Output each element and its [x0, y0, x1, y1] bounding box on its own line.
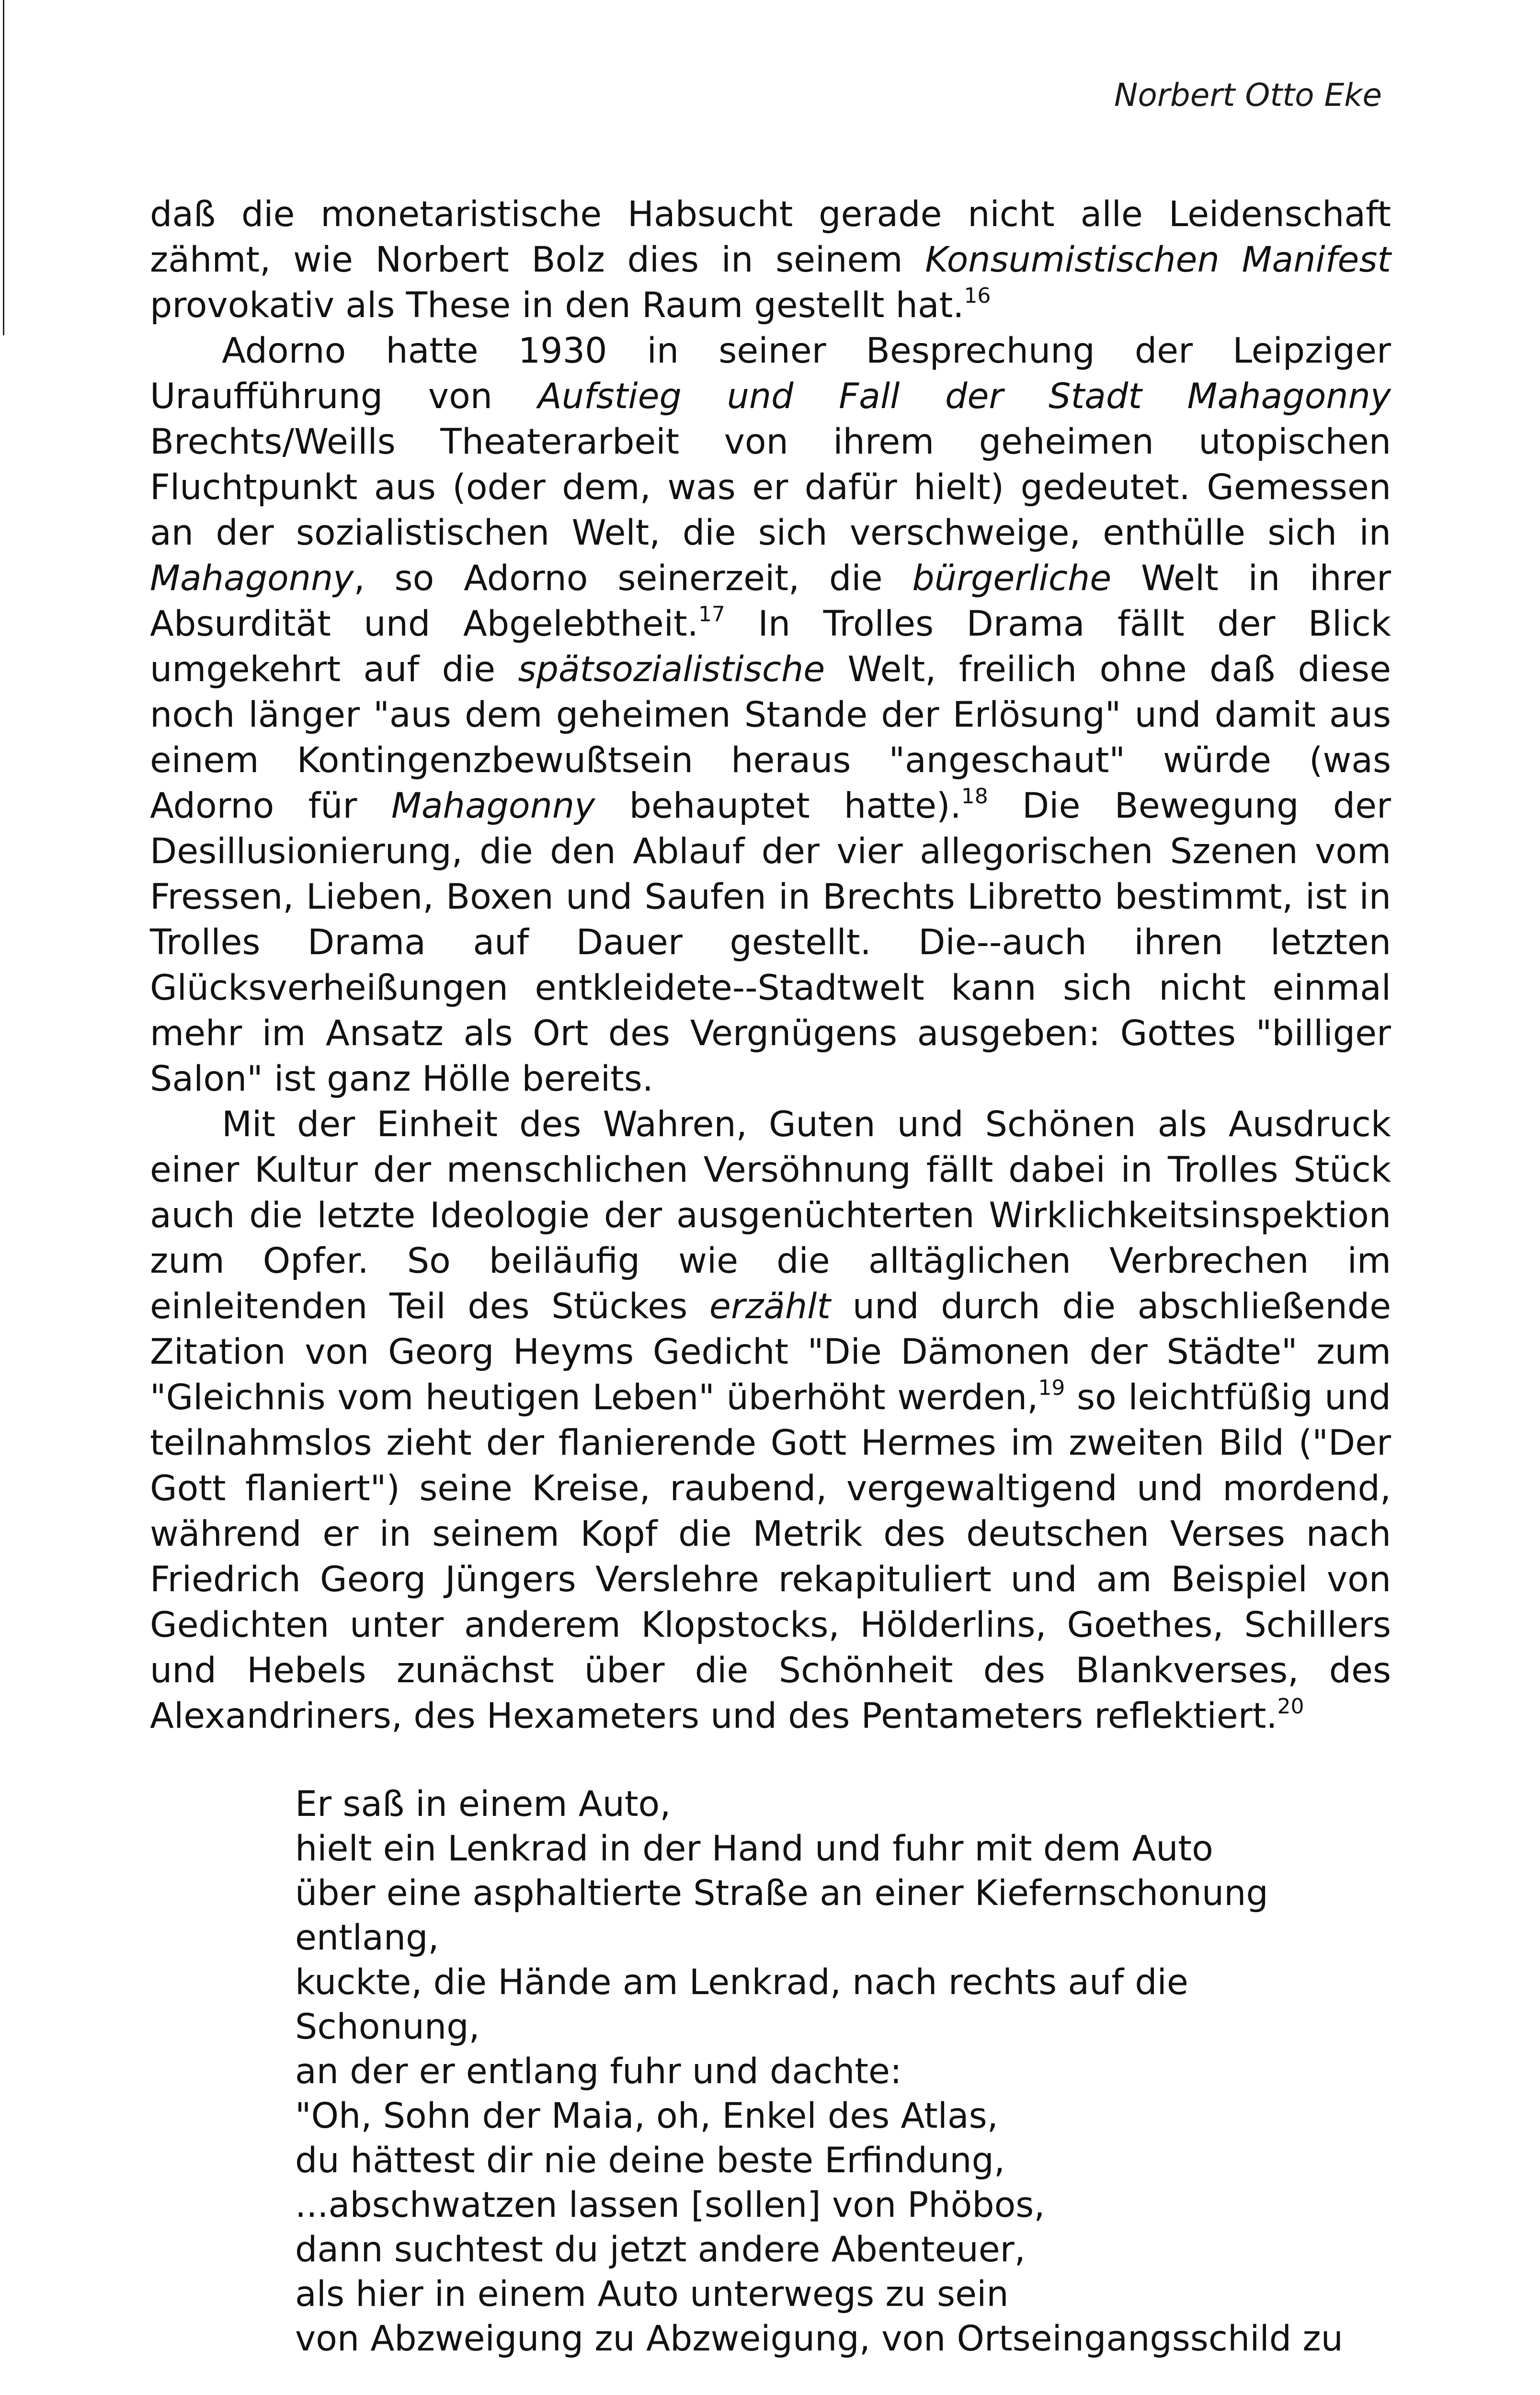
- verse-line: ...abschwatzen lassen [sollen] von Phöbos,: [295, 2185, 1045, 2225]
- paragraph-2: [150, 328, 1391, 1102]
- verse-line: an der er entlang fuhr und dachte:: [295, 2051, 902, 2092]
- italic-title: spätsozialistische: [518, 649, 825, 690]
- text-run: Welt, freilich ohne daß diese noch länger "aus dem geheimen Stande der Erlösung" und damit aus einem Kontingenzbewußtsein heraus "angeschaut" würde (was Adorno für: [150, 649, 1391, 826]
- footnote-ref: 20: [1277, 1694, 1304, 1719]
- verse-line: du hättest dir nie deine beste Erfindung,: [295, 2140, 1005, 2181]
- italic-title: bürgerliche: [912, 558, 1112, 599]
- text-run: Mit der Einheit des Wahren, Guten und Schönen als Ausdruck einer Kultur der menschlichen Versöhnung fällt dabei in Trolles Stück auch die letzte Ideologie der ausgenüchterten Wirklichkeitsinspektion zum Opfer. So beiläufig wie die alltäglichen Verbrechen im einleitenden Teil des Stückes: [150, 1104, 1391, 1327]
- verse-line: Schonung,: [295, 2007, 480, 2047]
- italic-title: Mahagonny: [150, 558, 354, 599]
- text-run: In Trolles Drama fällt der Blick umgekehrt auf die: [150, 604, 1391, 690]
- footnote-ref: 16: [964, 284, 991, 308]
- text-run: , so Adorno seinerzeit, die: [354, 558, 913, 599]
- verse-line: dann suchtest du jetzt andere Abenteuer,: [295, 2229, 1026, 2270]
- verse-quotation: [295, 1782, 1397, 2361]
- text-run: Brechts/Weills Theaterarbeit von ihrem geheimen utopischen Fluchtpunkt aus (oder dem, was er dafür hielt) gedeutet. Gemessen an der sozialistischen Welt, die sich verschweige, enthülle sich in: [150, 422, 1391, 553]
- paragraph-3: [150, 1102, 1391, 1739]
- running-head: Norbert Otto Eke: [1114, 77, 1382, 114]
- verse-line: Er saß in einem Auto,: [295, 1784, 671, 1825]
- text-run: Die Bewegung der Desillusionierung, die den Ablauf der vier allegorischen Szenen vom Fressen, Lieben, Boxen und Saufen in Brechts Libretto bestimmt, ist in Trolles Drama auf Dauer gestellt. Die--auch ihren letzten Glücksverheißungen entkleidete--Stadtwelt kann sich nicht einmal mehr im Ansatz als Ort des Vergnügens ausgeben: Gottes "billiger Salon" ist ganz Hölle bereits.: [150, 786, 1392, 1099]
- verse-line: kuckte, die Hände am Lenkrad, nach rechts auf die: [295, 1962, 1188, 2003]
- italic-title: Mahagonny: [391, 786, 595, 826]
- verse-line: von Abzweigung zu Abzweigung, von Ortseingangsschild zu: [295, 2318, 1343, 2359]
- text-run: so leichtfüßig und teilnahmslos zieht der flanierende Gott Hermes im zweiten Bild ("Der Gott flaniert") seine Kreise, raubend, vergewaltigend und mordend, während er in seinem Kopf die Metrik des deutschen Verses nach Friedrich Georg Jüngers Verslehre rekapituliert und am Beispiel von Gedichten unter anderem Klopstocks, Hölderlins, Goethes, Schillers und Hebels zunächst über die Schönheit des Blankverses, des Alexandriners, des Hexameters und des Pentameters reflektiert.: [150, 1377, 1391, 1736]
- footnote-ref: 19: [1038, 1376, 1065, 1400]
- italic-title: erzählt: [709, 1286, 831, 1327]
- scan-edge-mark: [3, 268, 4, 335]
- verse-line: über eine asphaltierte Straße an einer Kiefernschonung: [295, 1873, 1268, 1914]
- verse-line: entlang,: [295, 1917, 439, 1958]
- text-run: Welt in ihrer Absurdität und Abgelebtheit.: [150, 558, 1391, 644]
- italic-title: Aufstieg und Fall der Stadt Mahagonny: [537, 376, 1391, 417]
- body-text: [150, 192, 1391, 1739]
- verse-line: hielt ein Lenkrad in der Hand und fuhr mit dem Auto: [295, 1828, 1213, 1869]
- text-run: behauptet hatte).: [595, 786, 961, 826]
- verse-line: "Oh, Sohn der Maia, oh, Enkel des Atlas,: [295, 2096, 998, 2136]
- text-run: Adorno hatte 1930 in seiner Besprechung der Leipziger Uraufführung von: [150, 331, 1391, 417]
- footnote-ref: 17: [698, 602, 725, 627]
- paragraph-1: [150, 192, 1391, 328]
- scan-edge-line: [3, 0, 4, 287]
- footnote-ref: 18: [961, 784, 988, 809]
- text-run: daß die monetaristische Habsucht gerade nicht alle Leidenschaft zähmt, wie Norbert Bolz dies in seinem: [150, 194, 1391, 280]
- verse-line: als hier in einem Auto unterwegs zu sein: [295, 2274, 1009, 2315]
- italic-title: Konsumistischen Manifest: [925, 240, 1391, 280]
- text-run: provokativ als These in den Raum gestellt hat.: [150, 285, 964, 326]
- text-run: und durch die abschließende Zitation von Georg Heyms Gedicht "Die Dämonen der Städte" zum "Gleichnis vom heutigen Leben" überhöht werden,: [150, 1286, 1391, 1418]
